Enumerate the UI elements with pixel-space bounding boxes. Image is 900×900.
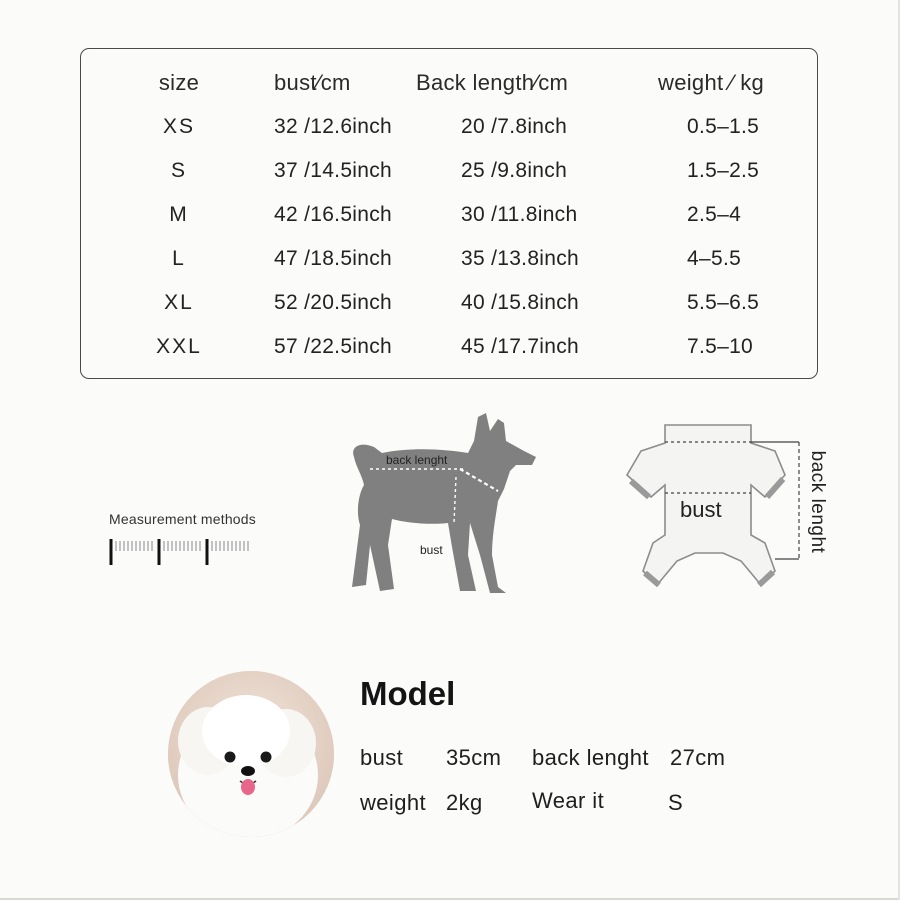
row-bust: 47 /18.5inch bbox=[274, 247, 393, 270]
row-bust: 37 /14.5inch bbox=[274, 159, 393, 182]
row-size: S bbox=[170, 159, 188, 182]
row-back-length: 45 /17.7inch bbox=[461, 335, 580, 358]
coat-bust-label: bust bbox=[680, 497, 722, 522]
dog-silhouette-icon bbox=[340, 405, 550, 605]
row-bust: 42 /16.5inch bbox=[274, 203, 393, 226]
row-back-length: 35 /13.8inch bbox=[461, 247, 580, 270]
model-title: Model bbox=[360, 675, 456, 712]
dog-measurement-diagram bbox=[340, 405, 550, 605]
model-weight-label: weight bbox=[360, 790, 426, 815]
ruler-icon bbox=[108, 536, 254, 566]
header-size: size bbox=[158, 70, 200, 95]
row-weight: 4–5.5 bbox=[687, 247, 742, 270]
dog-back-length-label: back lenght bbox=[386, 453, 448, 467]
model-back-length-label: back lenght bbox=[532, 745, 649, 770]
size-table bbox=[80, 48, 818, 379]
dog-coat-diagram-icon bbox=[615, 415, 835, 595]
coat-diagram bbox=[615, 415, 835, 595]
model-weight-value: 2kg bbox=[446, 790, 483, 815]
row-size: XS bbox=[162, 115, 196, 138]
row-bust: 52 /20.5inch bbox=[274, 291, 393, 314]
model-wear-label: Wear it bbox=[532, 788, 605, 813]
model-back-length-value: 27cm bbox=[670, 745, 726, 770]
row-back-length: 40 /15.8inch bbox=[461, 291, 580, 314]
row-size: XXL bbox=[156, 335, 202, 358]
header-weight: weight ⁄ kg bbox=[658, 70, 765, 95]
header-back-length: Back length⁄cm bbox=[416, 70, 569, 95]
row-weight: 7.5–10 bbox=[687, 335, 754, 358]
row-weight: 2.5–4 bbox=[687, 203, 742, 226]
row-back-length: 25 /9.8inch bbox=[461, 159, 568, 182]
row-back-length: 20 /7.8inch bbox=[461, 115, 568, 138]
model-bust-label: bust bbox=[360, 745, 404, 770]
row-size: L bbox=[172, 247, 186, 270]
model-wear-value: S bbox=[668, 790, 684, 815]
row-bust: 57 /22.5inch bbox=[274, 335, 393, 358]
model-bust-value: 35cm bbox=[446, 745, 502, 770]
header-bust: bust⁄cm bbox=[274, 70, 351, 95]
row-size: M bbox=[169, 203, 189, 226]
coat-back-length-label: back lenght bbox=[807, 450, 828, 554]
row-bust: 32 /12.6inch bbox=[274, 115, 393, 138]
row-size: XL bbox=[164, 291, 194, 314]
row-back-length: 30 /11.8inch bbox=[461, 203, 578, 226]
row-weight: 5.5–6.5 bbox=[687, 291, 760, 314]
row-weight: 1.5–2.5 bbox=[687, 159, 760, 182]
measurement-methods-title: Measurement methods bbox=[109, 511, 256, 527]
dog-bust-label: bust bbox=[420, 543, 443, 557]
dog-photo bbox=[168, 671, 334, 837]
row-weight: 0.5–1.5 bbox=[687, 115, 760, 138]
